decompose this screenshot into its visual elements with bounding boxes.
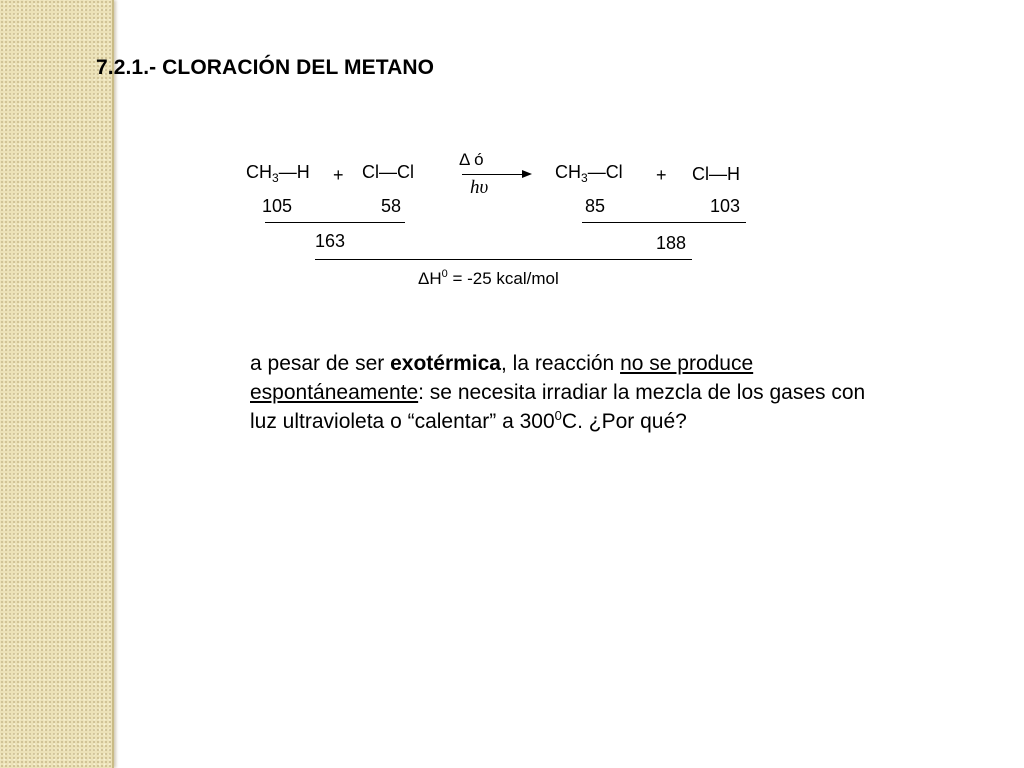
reactants-sum: 163 — [315, 231, 346, 251]
products-sum-line — [582, 222, 746, 223]
reactant-chlorine: Cl—Cl — [362, 162, 414, 182]
products-sum: 188 — [656, 233, 687, 253]
enthalpy-prefix: ΔH — [418, 269, 442, 288]
enthalpy-superscript: 0 — [441, 268, 448, 280]
reactant-methane — [246, 163, 310, 184]
methane-bond: —H — [278, 162, 310, 182]
energy-ch3-h: 105 — [262, 196, 293, 216]
energy-cl-h: 103 — [710, 196, 741, 216]
plus-sign-1: + — [333, 165, 344, 185]
energy-ch3-cl: 85 — [585, 196, 606, 216]
methane-subscript: 3 — [272, 171, 279, 185]
text-part-3: : se necesita irradiar la mezcla de los gases con luz ultravioleta o “calentar” a 300 — [250, 381, 866, 433]
reaction-arrow-line — [462, 174, 524, 175]
enthalpy-value — [418, 268, 559, 289]
methane-base: CH — [246, 162, 272, 182]
slide-title: 7.2.1.- CLORACIÓN DEL METANO — [96, 56, 435, 79]
decorative-left-strip — [0, 0, 114, 768]
enthalpy-number: = -25 kcal/mol — [447, 269, 559, 288]
text-part-2: , la reacción — [501, 352, 621, 375]
text-underlined: no se produce espontáneamente — [250, 352, 754, 404]
text-part-1: a pesar de ser — [250, 352, 391, 375]
energy-cl-cl: 58 — [381, 196, 402, 216]
product-hcl: Cl—H — [692, 164, 740, 184]
condition-light: hυ — [470, 177, 489, 198]
condition-heat-or: Δ ó — [459, 150, 484, 169]
reactants-sum-line — [265, 222, 405, 223]
text-degree-superscript: 0 — [554, 408, 562, 423]
text-part-4: C. ¿Por qué? — [561, 410, 687, 433]
reaction-arrow-icon — [522, 170, 532, 178]
product-chloromethane — [555, 163, 623, 184]
explanation-paragraph — [250, 349, 870, 436]
chloromethane-subscript: 3 — [581, 171, 588, 185]
enthalpy-line — [315, 259, 692, 260]
chloromethane-base: CH — [555, 162, 581, 182]
text-bold-exothermic: exotérmica — [390, 352, 501, 375]
plus-sign-2: + — [656, 165, 667, 185]
chloromethane-bond: —Cl — [587, 162, 623, 182]
